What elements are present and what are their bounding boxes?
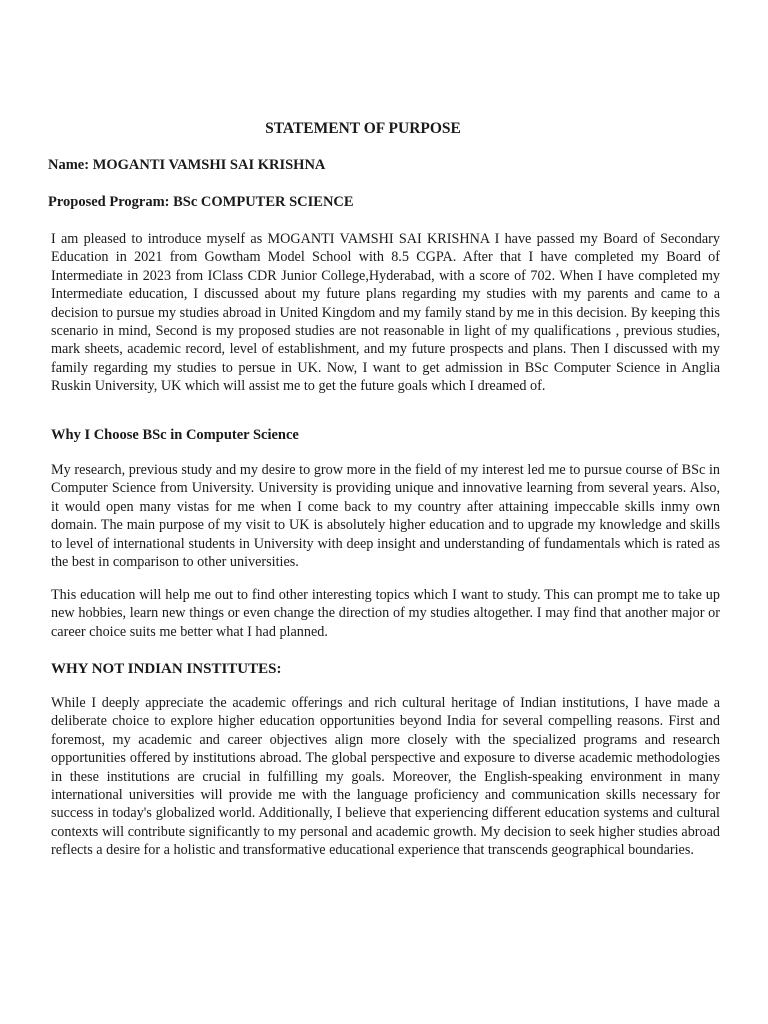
intro-paragraph: I am pleased to introduce myself as MOGANTI VAMSHI SAI KRISHNA I have passed my Board of Secondary Education in 2021 from Gowtham Model School with 8.5 CGPA. After that I have completed my Board of Intermediate in 2023 from IClass CDR Junior College,Hyderabad, with a score of 702. When I have completed my Intermediate education, I discussed about my future plans regarding my studies with my parents and came to a decision to pursue my studies abroad in United Kingdom and my family stand by me in this decision. By keeping this scenario in mind, Second is my proposed studies are not reasonable in light of my qualifications , previous studies, mark sheets, academic record, level of establishment, and my future prospects and plans. Then I discussed with my family regarding my studies to persue in UK. Now, I want to get admission in BSc Computer Science in Anglia Ruskin University, UK which will assist me to get the future goals which I dreamed of. xyxy=(51,231,720,395)
why-bsc-paragraph-2: This education will help me out to find other interesting topics which I want to study. This can prompt me to take up new hobbies, learn new things or even change the direction of my studies altogether. I may find that another major or career choice suits me better what I had planned. xyxy=(51,587,720,640)
document-title: STATEMENT OF PURPOSE xyxy=(265,120,461,137)
proposed-program-line: Proposed Program: BSc COMPUTER SCIENCE xyxy=(48,194,354,210)
why-bsc-paragraph-1: My research, previous study and my desire to grow more in the field of my interest led me to pursue course of BSc in Computer Science from University. University is providing unique and innovative learning from several years. Also, it would open many vistas for me when I come back to my country after attaining impeccable skills inmy own domain. The main purpose of my visit to UK is absolutely higher education and to upgrade my knowledge and skills to level of international students in University with deep insight and understanding of fundamentals which is rated as the best in comparison to other universities. xyxy=(51,462,720,571)
applicant-name-line: Name: MOGANTI VAMSHI SAI KRISHNA xyxy=(48,157,326,173)
section-heading-why-bsc: Why I Choose BSc in Computer Science xyxy=(51,427,299,443)
section-heading-why-not-indian: WHY NOT INDIAN INSTITUTES: xyxy=(51,661,282,677)
why-not-indian-paragraph: While I deeply appreciate the academic offerings and rich cultural heritage of Indian institutions, I have made a deliberate choice to explore higher education opportunities beyond India for several compelling reasons. First and foremost, my academic and career objectives align more closely with the specialized programs and research opportunities offered by institutions abroad. The global perspective and exposure to diverse academic methodologies in these institutions are crucial in fulfilling my goals. Moreover, the English-speaking environment in many international universities will provide me with the language proficiency and communication skills necessary for success in today's globalized world. Additionally, I believe that experiencing different education systems and cultural contexts will contribute significantly to my personal and academic growth. My decision to seek higher studies abroad reflects a desire for a holistic and transformative educational experience that transcends geographical boundaries. xyxy=(51,695,720,859)
